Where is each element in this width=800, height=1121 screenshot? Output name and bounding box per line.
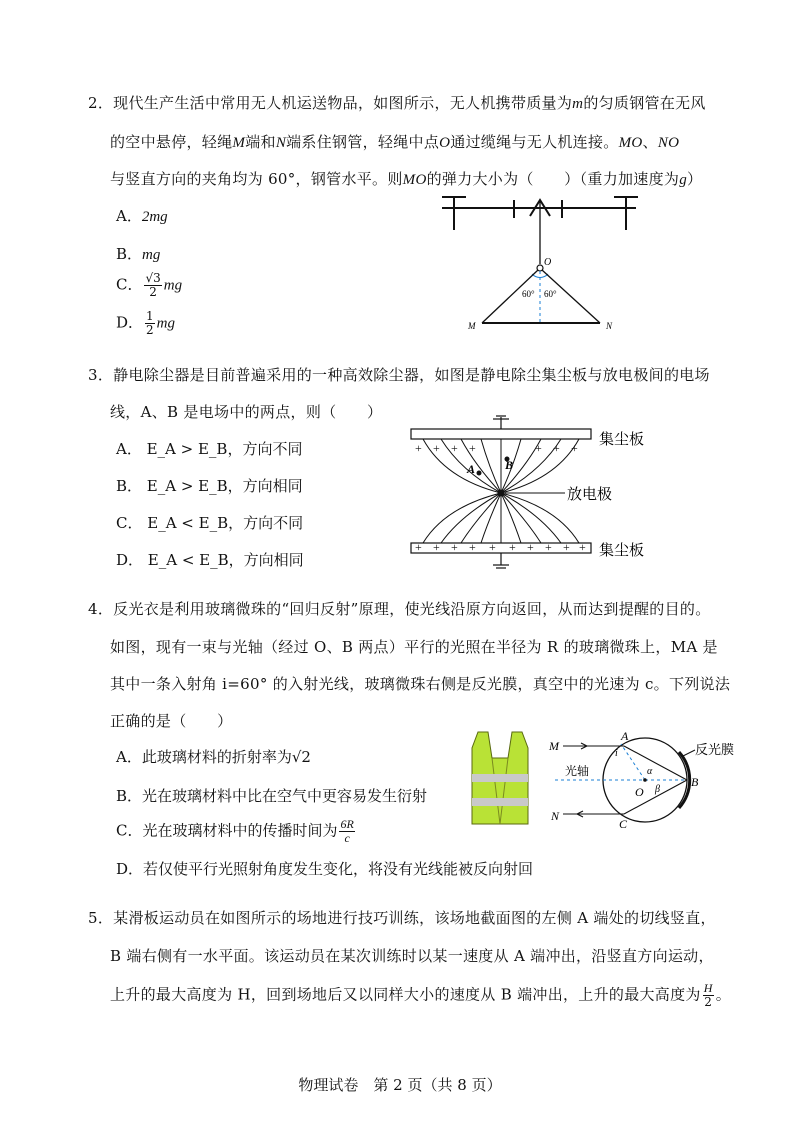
q4-option-c xyxy=(116,818,357,845)
q2-d-tail: mg xyxy=(156,315,176,332)
q3-option-c: C． E_A < E_B，方向不同 xyxy=(116,514,304,532)
label-o: O xyxy=(635,785,644,799)
q2-var-MO: MO xyxy=(618,135,643,151)
svg-text:+: + xyxy=(469,441,476,455)
point-a xyxy=(477,471,482,476)
q2-text-2b: 端和 xyxy=(245,133,276,151)
q2-c-label: C． xyxy=(116,275,143,294)
label-m: M xyxy=(468,321,476,331)
q2-a-text: 2mg xyxy=(141,209,168,225)
q5-text-1: 某滑板运动员在如图所示的场地进行技巧训练，该场地截面图的左侧 A 端处的切线竖直， xyxy=(113,909,716,927)
angle-arc xyxy=(532,274,548,277)
label-top-plate: 集尘板 xyxy=(599,432,645,448)
q2-var-g: g xyxy=(679,172,688,188)
q2-d-num: 1 xyxy=(146,309,154,323)
q5-line3 xyxy=(110,982,731,1009)
q3-option-d: D． E_A < E_B，方向相同 xyxy=(116,551,304,569)
q2-var-MO2: MO xyxy=(402,172,427,188)
q5-fraction xyxy=(703,982,714,1009)
label-n: N xyxy=(551,809,560,823)
label-bottom-plate: 集尘板 xyxy=(599,543,645,559)
q2-text-2a: 的空中悬停，轻绳 xyxy=(110,133,233,151)
q2-option-a xyxy=(116,205,168,226)
q4-text-1: 反光衣是利用玻璃微珠的“回归反射”原理，使光线沿原方向返回，从而达到提醒的目的。 xyxy=(113,600,711,618)
label-n: N xyxy=(606,321,613,331)
svg-text:+: + xyxy=(489,540,496,554)
q3-number: 3． xyxy=(88,366,114,384)
q2-line2 xyxy=(110,131,679,152)
svg-text:+: + xyxy=(415,441,422,455)
svg-text:+: + xyxy=(415,540,422,554)
q2-b-text: mg xyxy=(142,247,161,263)
q4-line2: 如图，现有一束与光轴（经过 O、B 两点）平行的光照在半径为 R 的玻璃微珠上，MA 是 xyxy=(110,638,718,656)
q5-frac-num: H xyxy=(703,981,713,995)
q5-text-3: 上升的最大高度为 H，回到场地后又以同样大小的速度从 B 端冲出，上升的最大高度为 xyxy=(110,985,701,1004)
q2-drone-figure xyxy=(440,192,650,342)
svg-text:+: + xyxy=(451,540,458,554)
q5-number: 5． xyxy=(88,909,114,927)
svg-text:+: + xyxy=(545,540,552,554)
svg-text:+: + xyxy=(563,540,570,554)
q2-d-label: D． xyxy=(116,313,144,332)
q3-option-a: A． E_A > E_B，方向不同 xyxy=(116,440,303,458)
label-axis: 光轴 xyxy=(565,764,590,778)
svg-text:+: + xyxy=(527,540,534,554)
q4-option-a: A．此玻璃材料的折射率为√2 xyxy=(116,748,311,766)
q2-option-c xyxy=(116,272,182,299)
svg-text:+: + xyxy=(553,441,560,455)
label-i: i xyxy=(615,748,618,759)
q2-text-2c: 端系住钢管，轻绳中点 xyxy=(286,133,440,151)
q5-line1 xyxy=(88,907,716,928)
svg-text:+: + xyxy=(433,441,440,455)
q2-text-1b: 的匀质钢管在无风 xyxy=(583,94,706,112)
q4-c-text: C．光在玻璃材料中的传播时间为 xyxy=(116,821,338,840)
q2-c-tail: mg xyxy=(163,277,183,294)
svg-text:+: + xyxy=(571,441,578,455)
label-o: O xyxy=(544,257,552,268)
q2-text-2d: 通过缆绳与无人机连接。 xyxy=(450,133,619,151)
q5-frac-den: 2 xyxy=(704,995,713,1009)
svg-text:+: + xyxy=(469,540,476,554)
discharge-electrode xyxy=(498,490,505,497)
q4-c-den: c xyxy=(344,831,350,845)
q2-line3 xyxy=(110,168,702,189)
q2-option-b xyxy=(116,243,160,264)
q2-var-M: M xyxy=(232,135,246,151)
q2-d-den: 2 xyxy=(146,323,154,337)
top-collector-plate xyxy=(411,429,591,439)
q3-line1 xyxy=(88,364,710,385)
q4-line1 xyxy=(88,598,711,619)
q2-var-NO: NO xyxy=(657,135,680,151)
q2-c-num: √3 xyxy=(145,271,161,285)
q2-b-label: B． xyxy=(116,245,143,263)
q2-a-label: A． xyxy=(116,207,142,225)
label-a: A xyxy=(621,730,629,743)
q2-var-O: O xyxy=(439,135,451,151)
reflective-vest-image xyxy=(470,728,530,828)
q2-line1 xyxy=(88,92,706,113)
q4-c-num: 6R xyxy=(340,817,354,831)
q2-c-den: 2 xyxy=(149,285,157,299)
page-footer: 物理试卷 第 2 页（共 8 页） xyxy=(298,1076,502,1094)
svg-text:+: + xyxy=(579,540,586,554)
q2-d-fraction xyxy=(145,310,155,337)
q2-var-N: N xyxy=(275,135,287,151)
svg-text:+: + xyxy=(509,540,516,554)
svg-text:+: + xyxy=(433,540,440,554)
q3-line2: 线，A、B 是电场中的两点，则（ ） xyxy=(110,403,383,421)
q5-line2: B 端右侧有一水平面。该运动员在某次训练时以某一速度从 A 端冲出，沿竖直方向运动， xyxy=(110,947,714,965)
q4-c-fraction xyxy=(339,818,354,845)
svg-text:+: + xyxy=(535,441,542,455)
angle-right-label: 60° xyxy=(544,289,557,299)
q5-end: 。 xyxy=(715,985,731,1004)
label-m: M xyxy=(549,739,559,753)
label-a: A xyxy=(467,462,476,476)
label-alpha: α xyxy=(647,766,653,777)
q4-line3: 其中一条入射角 i=60° 的入射光线，玻璃微珠右侧是反光膜，真空中的光速为 c。下列说法 xyxy=(110,675,731,693)
q3-field-figure xyxy=(405,415,695,575)
q2-text-3b: 的弹力大小为（ ）（重力加速度为 xyxy=(426,170,680,188)
q4-bead-figure xyxy=(545,730,755,830)
label-b: B xyxy=(691,775,699,789)
q4-option-b: B．光在玻璃材料中比在空气中更容易发生衍射 xyxy=(116,787,428,805)
q2-text-3a: 与竖直方向的夹角均为 60°，钢管水平。则 xyxy=(110,170,403,188)
q2-text-1: 现代生产生活中常用无人机运送物品，如图所示，无人机携带质量为 xyxy=(113,94,573,112)
q2-var-m: m xyxy=(572,96,584,112)
svg-text:+: + xyxy=(451,441,458,455)
q2-number: 2． xyxy=(88,94,114,112)
label-b: B xyxy=(505,458,514,472)
q4-line4: 正确的是（ ） xyxy=(110,712,233,730)
angle-left-label: 60° xyxy=(522,289,535,299)
q3-option-b: B． E_A > E_B，方向相同 xyxy=(116,477,303,495)
label-electrode: 放电极 xyxy=(567,487,613,503)
label-c: C xyxy=(619,817,628,830)
q2-sep: 、 xyxy=(642,133,658,151)
q4-option-d: D．若仅使平行光照射角度发生变化，将没有光线能被反向射回 xyxy=(116,860,534,878)
q3-text-1: 静电除尘器是目前普遍采用的一种高效除尘器，如图是静电除尘集尘板与放电极间的电场 xyxy=(113,366,710,384)
q2-option-d xyxy=(116,310,175,337)
reflective-film xyxy=(679,752,690,808)
label-film: 反光膜 xyxy=(695,742,735,757)
q4-number: 4． xyxy=(88,600,114,618)
q2-text-3c: ） xyxy=(687,170,703,188)
label-beta: β xyxy=(655,784,660,795)
q2-c-fraction xyxy=(144,272,161,299)
